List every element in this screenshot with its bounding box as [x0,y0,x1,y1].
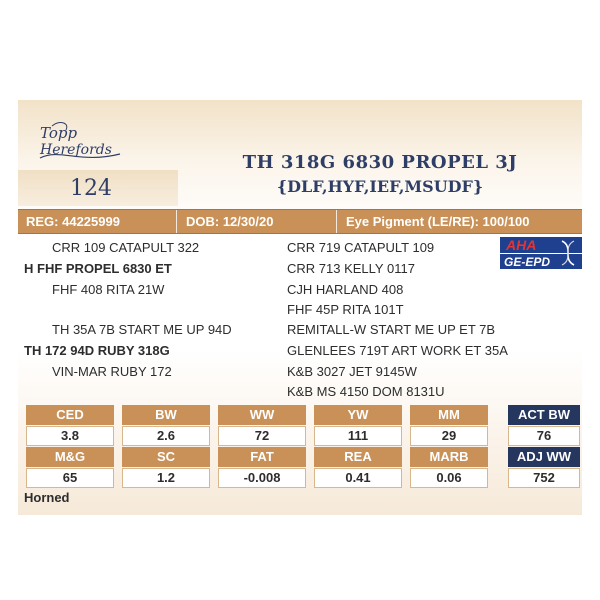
registration-number: REG: 44225999 [26,214,120,229]
epd-header-ww: WW [218,405,306,425]
epd-value-fat: -0.008 [218,468,306,488]
pedigree-right-line: FHF 45P RITA 101T [287,302,404,317]
logo-text-topp: Topp [40,124,78,142]
epd-value-ced: 3.8 [26,426,114,446]
horn-status: Horned [24,490,70,505]
pedigree-right-line: CRR 713 KELLY 0117 [287,261,415,276]
pedigree-right-line: CRR 719 CATAPULT 109 [287,240,435,255]
epd-header-mm: MM [410,405,488,425]
pedigree-right-line: K&B 3027 JET 9145W [287,364,417,379]
epd-value-mg: 65 [26,468,114,488]
epd-header-rea: REA [314,447,402,467]
animal-name: TH 318G 6830 PROPEL 3J [242,152,518,173]
aha-logo-text: AHA [500,237,582,253]
lot-number: 124 [70,176,112,201]
epd-value-bw: 2.6 [122,426,210,446]
epd-value-yw: 111 [314,426,402,446]
pedigree-sire-sire: CRR 109 CATAPULT 322 [52,240,200,255]
pedigree-dam-dam: VIN-MAR RUBY 172 [52,364,172,379]
epd-value-ww: 72 [218,426,306,446]
adjusted-weaning-weight-value: 752 [508,468,580,488]
dna-helix-icon [558,239,578,267]
pedigree-right-line: CJH HARLAND 408 [287,282,404,297]
epd-header-yw: YW [314,405,402,425]
epd-header-fat: FAT [218,447,306,467]
registration-bar [18,209,582,234]
actual-birth-weight-value: 76 [508,426,580,446]
divider [336,210,337,233]
eye-pigment: Eye Pigment (LE/RE): 100/100 [346,214,530,229]
divider [176,210,177,233]
pedigree-sire-dam: FHF 408 RITA 21W [52,282,165,297]
epd-header-sc: SC [122,447,210,467]
epd-header-ced: CED [26,405,114,425]
epd-header-bw: BW [122,405,210,425]
adjusted-weaning-weight-header: ADJ WW [508,447,580,467]
pedigree-right-line: REMITALL-W START ME UP ET 7B [287,322,496,337]
logo-text-herefords: Herefords [40,142,112,158]
epd-value-rea: 0.41 [314,468,402,488]
epd-value-marb: 0.06 [410,468,488,488]
epd-header-mg: M&G [26,447,114,467]
ge-epd-logo-text: GE-EPD [500,253,582,269]
pedigree-right-line: GLENLEES 719T ART WORK ET 35A [287,343,508,358]
date-of-birth: DOB: 12/30/20 [186,214,274,229]
epd-value-mm: 29 [410,426,488,446]
epd-value-sc: 1.2 [122,468,210,488]
epd-header-marb: MARB [410,447,488,467]
pedigree-right-line: K&B MS 4150 DOM 8131U [287,384,445,399]
pedigree-dam: TH 172 94D RUBY 318G [24,343,170,358]
actual-birth-weight-header: ACT BW [508,405,580,425]
aha-ge-epd-logo [500,237,582,269]
genetic-codes: {DLF,HYF,IEF,MSUDF} [276,177,484,196]
pedigree-dam-sire: TH 35A 7B START ME UP 94D [52,322,232,337]
pedigree-sire: H FHF PROPEL 6830 ET [24,261,172,276]
